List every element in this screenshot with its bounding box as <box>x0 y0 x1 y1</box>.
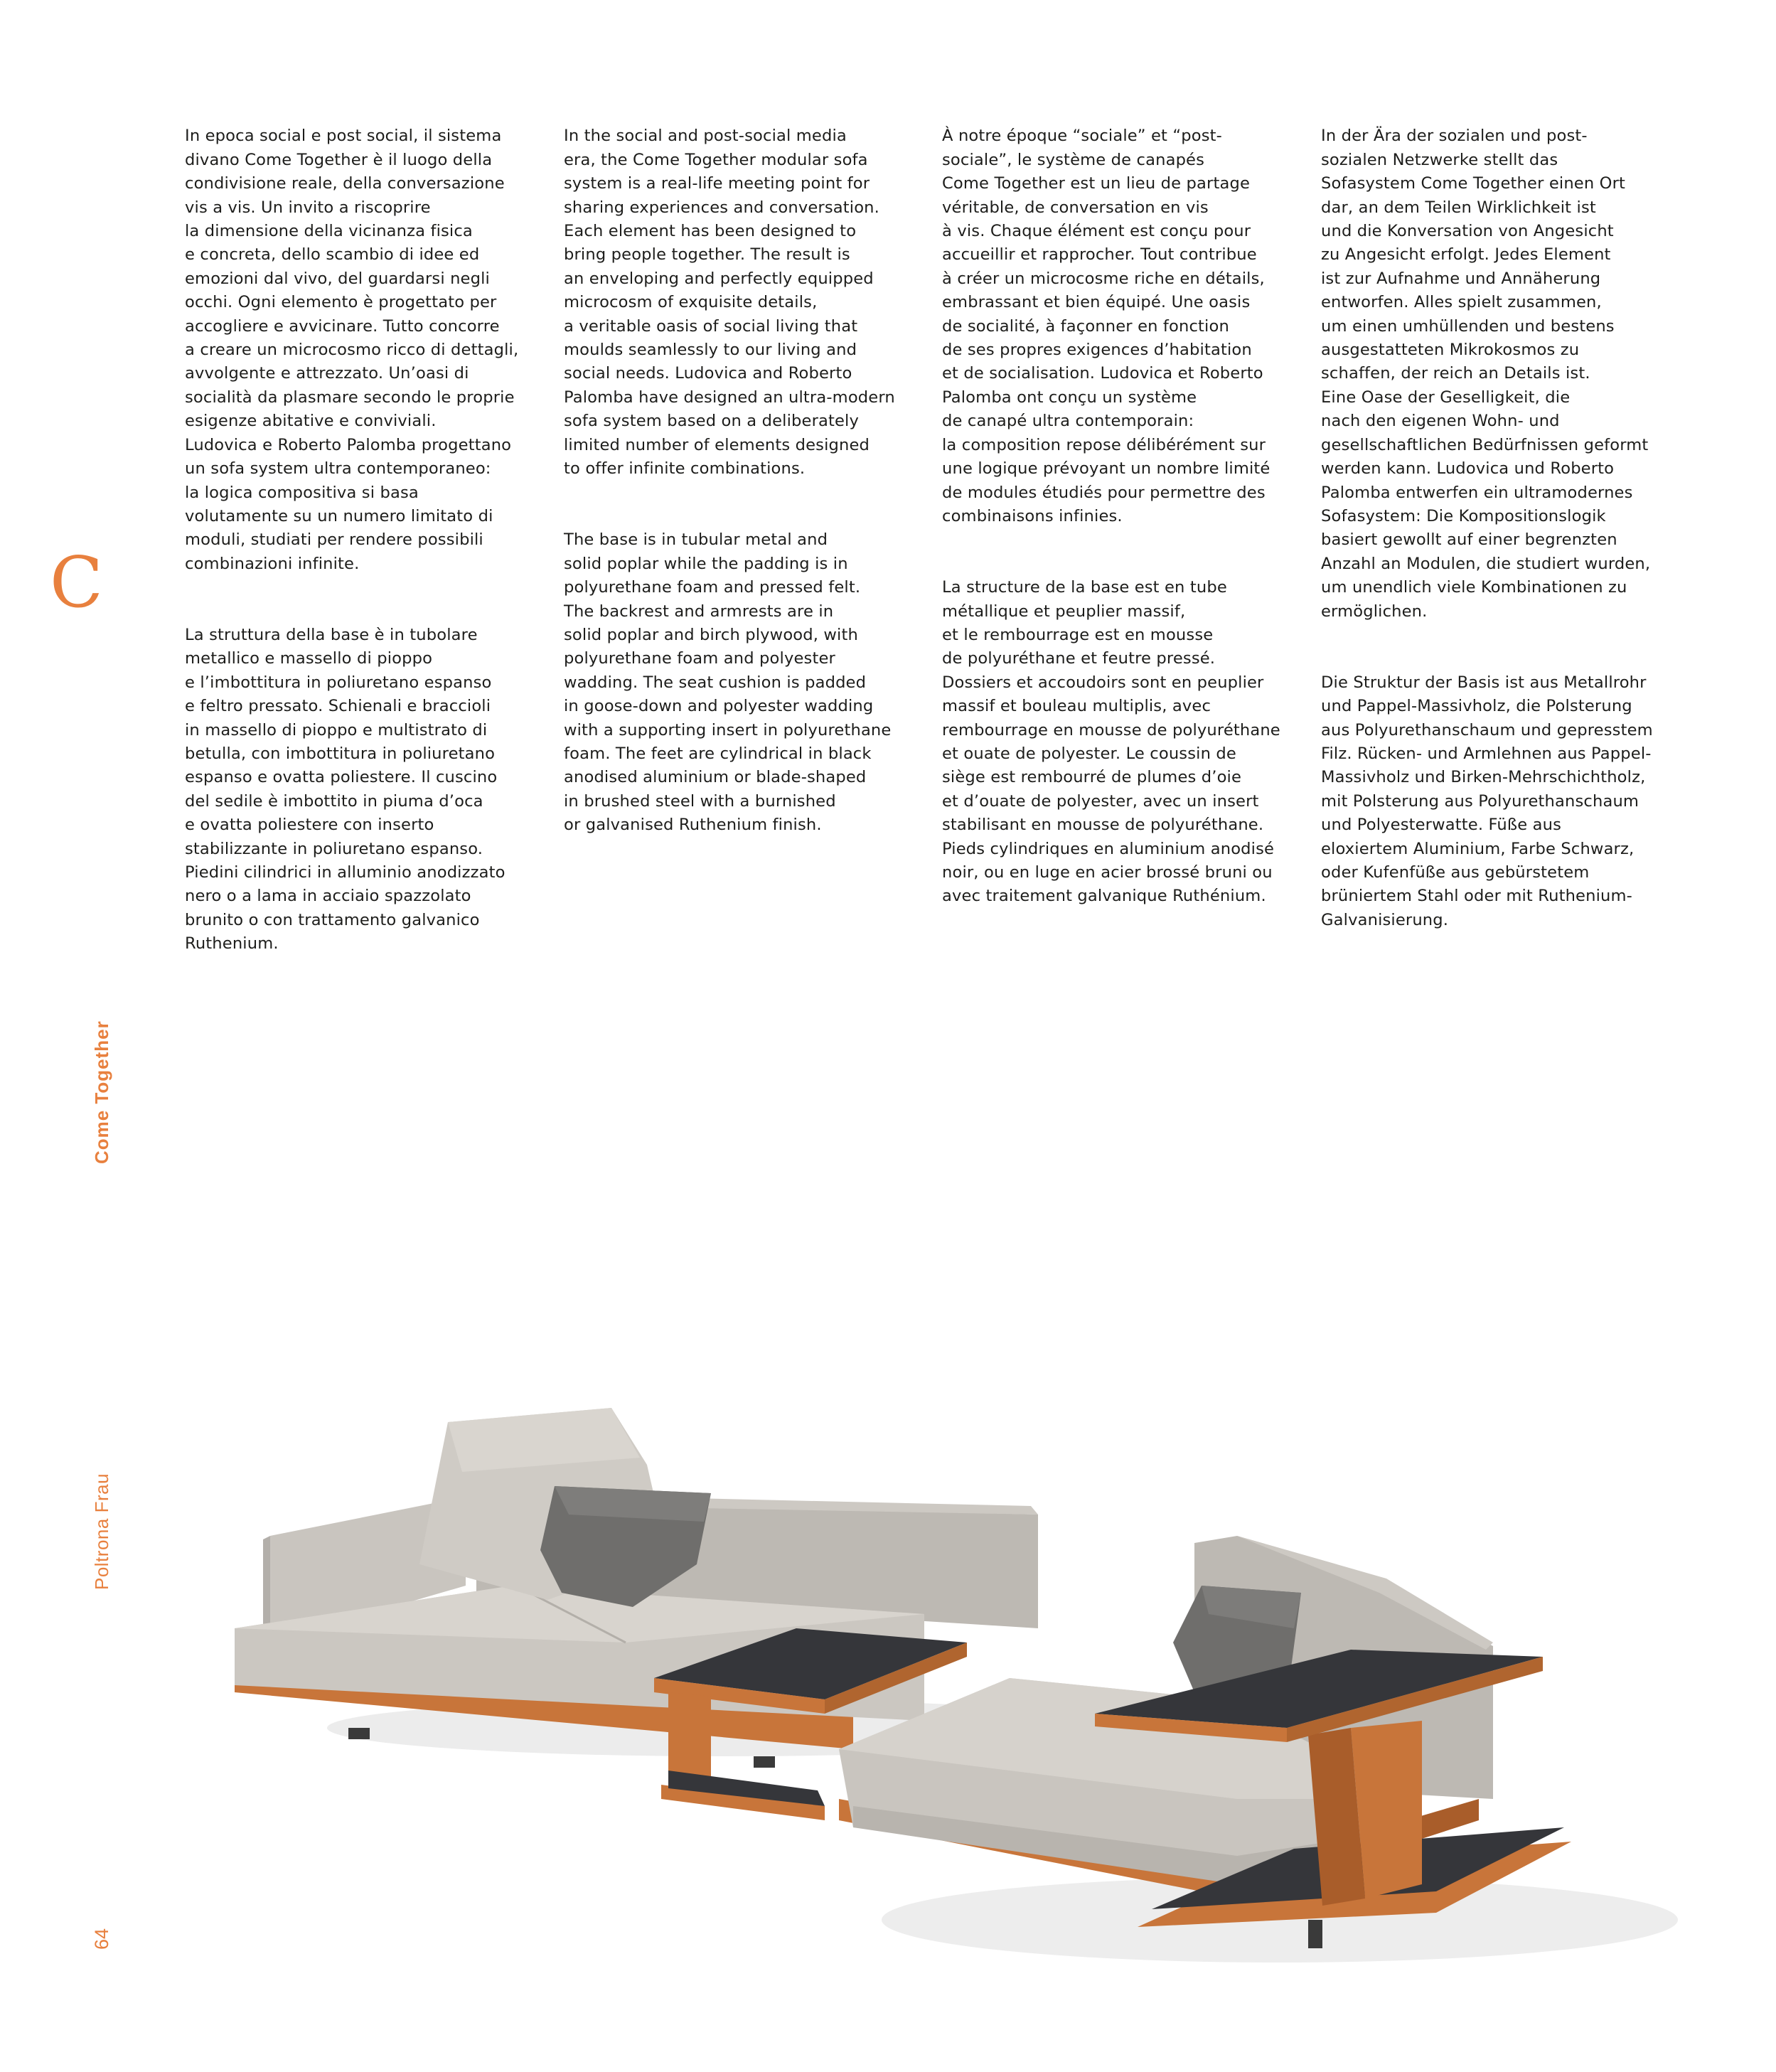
paragraph-materials: Die Struktur der Basis ist aus Metallrohr und Pappel-Massivholz, die Polsterung aus Polyurethanschaum und gepresstem Filz. Rücken- und Armlehnen aus Pappel- Massivholz und Birken-Mehrschichtholz, mit Polsterung aus Polyurethanschaum und Polyesterwatte. Füße aus eloxiertem Aluminium, Farbe Schwarz, oder Kufenfüße aus gebürstetem brüniertem Stahl oder mit Ruthenium- Galvanisierung. <box>1321 673 1653 929</box>
left-sofa <box>235 1408 1038 1768</box>
paragraph-intro: In epoca social e post social, il sistema divano Come Together è il luogo della condivisione reale, della conversazione vis a vis. Un invito a riscoprire la dimensione della vicinanza fisica e concreta, dello scambio di idee ed emozioni dal vivo, del guardarsi negli occhi. Ogni elemento è progettato per accogliere e avvicinare. Tutto concorre a creare un microcosmo ricco di dettagli, avvolgente e attrezzato. Un’oasi di socialità da plasmare secondo le proprie esigenze abitative e conviviali. Ludovica e Roberto Palomba progettano un sofa system ultra contemporaneo: la logica compositiva si basa volutamente su un numero limitato di moduli, studiati per rendere possibili combinazioni infinite. <box>185 127 519 573</box>
column-italian <box>185 101 537 980</box>
paragraph-materials: La struttura della base è in tubolare metallico e massello di pioppo e l’imbottitura in poliuretano espanso e feltro pressato. Schienali e braccioli in massello di pioppo e multistrato di betulla, con imbottitura in poliuretano espanso e ovatta poliestere. Il cuscino del sedile è imbottito in piuma d’oca e ovatta poliestere con inserto stabilizzante in poliuretano espanso. Piedini cilindrici in alluminio anodizzato nero o a lama in acciaio spazzolato brunito o con trattamento galvanico Ruthenium. <box>185 625 505 954</box>
paragraph-intro: À notre époque “sociale” et “post- sociale”, le système de canapés Come Together est un lieu de partage véritable, de conversation en vis à vis. Chaque élément est conçu pour accueillir et rapprocher. Tout contribue à créer un microcosme riche en détails, embrassant et bien équipé. Une oasis de socialité, à façonner en fonction de ses propres exigences d’habitation et de socialisation. Ludovica et Roberto Palomba ont conçu un système de canapé ultra contemporain: la composition repose délibérément sur une logique prévoyant un nombre limité de modules étudiés pour permettre des combinaisons infinies. <box>942 127 1271 525</box>
column-english <box>564 101 916 861</box>
paragraph-materials: La structure de la base est en tube métallique et peuplier massif, et le rembourrage est en mousse de polyuréthane et feutre pressé. Dossiers et accoudoirs sont en peuplier massif et bouleau multiplis, avec rembourrage en mousse de polyuréthane et ouate de polyester. Le coussin de siège est rembourré de plumes d’oie et d’ouate de polyester, avec un insert stabilisant en mousse de polyuréthane. Pieds cylindriques en aluminium anodisé noir, ou en luge en acier brossé bruni ou avec traitement galvanique Ruthénium. <box>942 578 1280 906</box>
foot <box>754 1756 775 1768</box>
brand-name: Poltrona Frau <box>91 1473 112 1590</box>
column-german <box>1321 101 1673 956</box>
foot <box>1308 1920 1322 1948</box>
foot <box>348 1728 370 1739</box>
collection-name: Come Together <box>91 1020 112 1164</box>
paragraph-materials: The base is in tubular metal and solid poplar while the padding is in polyurethane foam and pressed felt. The backrest and armrests are in solid poplar and birch plywood, with polyurethane foam and polyester wadding. The seat cushion is padded in goose-down and polyester wadding with a supporting insert in polyurethane foam. The feet are cylindrical in black anodised aluminium or blade-shaped in brushed steel with a burnished or galvanised Ruthenium finish. <box>564 530 892 835</box>
column-french <box>942 101 1294 932</box>
page-number: 64 <box>91 1928 112 1950</box>
sofa-product-photo <box>213 1259 1721 1991</box>
paragraph-intro: In der Ära der sozialen und post- sozialen Netzwerke stellt das Sofasystem Come Together einen Ort dar, an dem Teilen Wirklichkeit ist und die Konversation von Angesicht zu Angesicht erfolgt. Jedes Element ist zur Aufnahme und Annäherung entworfen. Alles spielt zusammen, um einen umhüllenden und bestens ausgestatteten Mikrokosmos zu schaffen, der reich an Details ist. Eine Oase der Geselligkeit, die nach den eigenen Wohn- und gesellschaftlichen Bedürfnissen geformt werden kann. Ludovica und Roberto Palomba entwerfen ein ultramodernes Sofasystem: Die Kompositionslogik basiert gewollt auf einer begrenzten Anzahl an Modulen, die studiert wurden, um unendlich viele Kombinationen zu ermöglichen. <box>1321 127 1651 621</box>
paragraph-intro: In the social and post-social media era, the Come Together modular sofa system is a real-life meeting point for sharing experiences and conversation. Each element has been designed to bring people together. The result is an enveloping and perfectly equipped microcosm of exquisite details, a veritable oasis of social living that moulds seamlessly to our living and social needs. Ludovica and Roberto Palomba have designed an ultra-modern sofa system based on a deliberately limited number of elements designed to offer infinite combinations. <box>564 127 895 479</box>
drop-initial: C <box>50 543 103 624</box>
